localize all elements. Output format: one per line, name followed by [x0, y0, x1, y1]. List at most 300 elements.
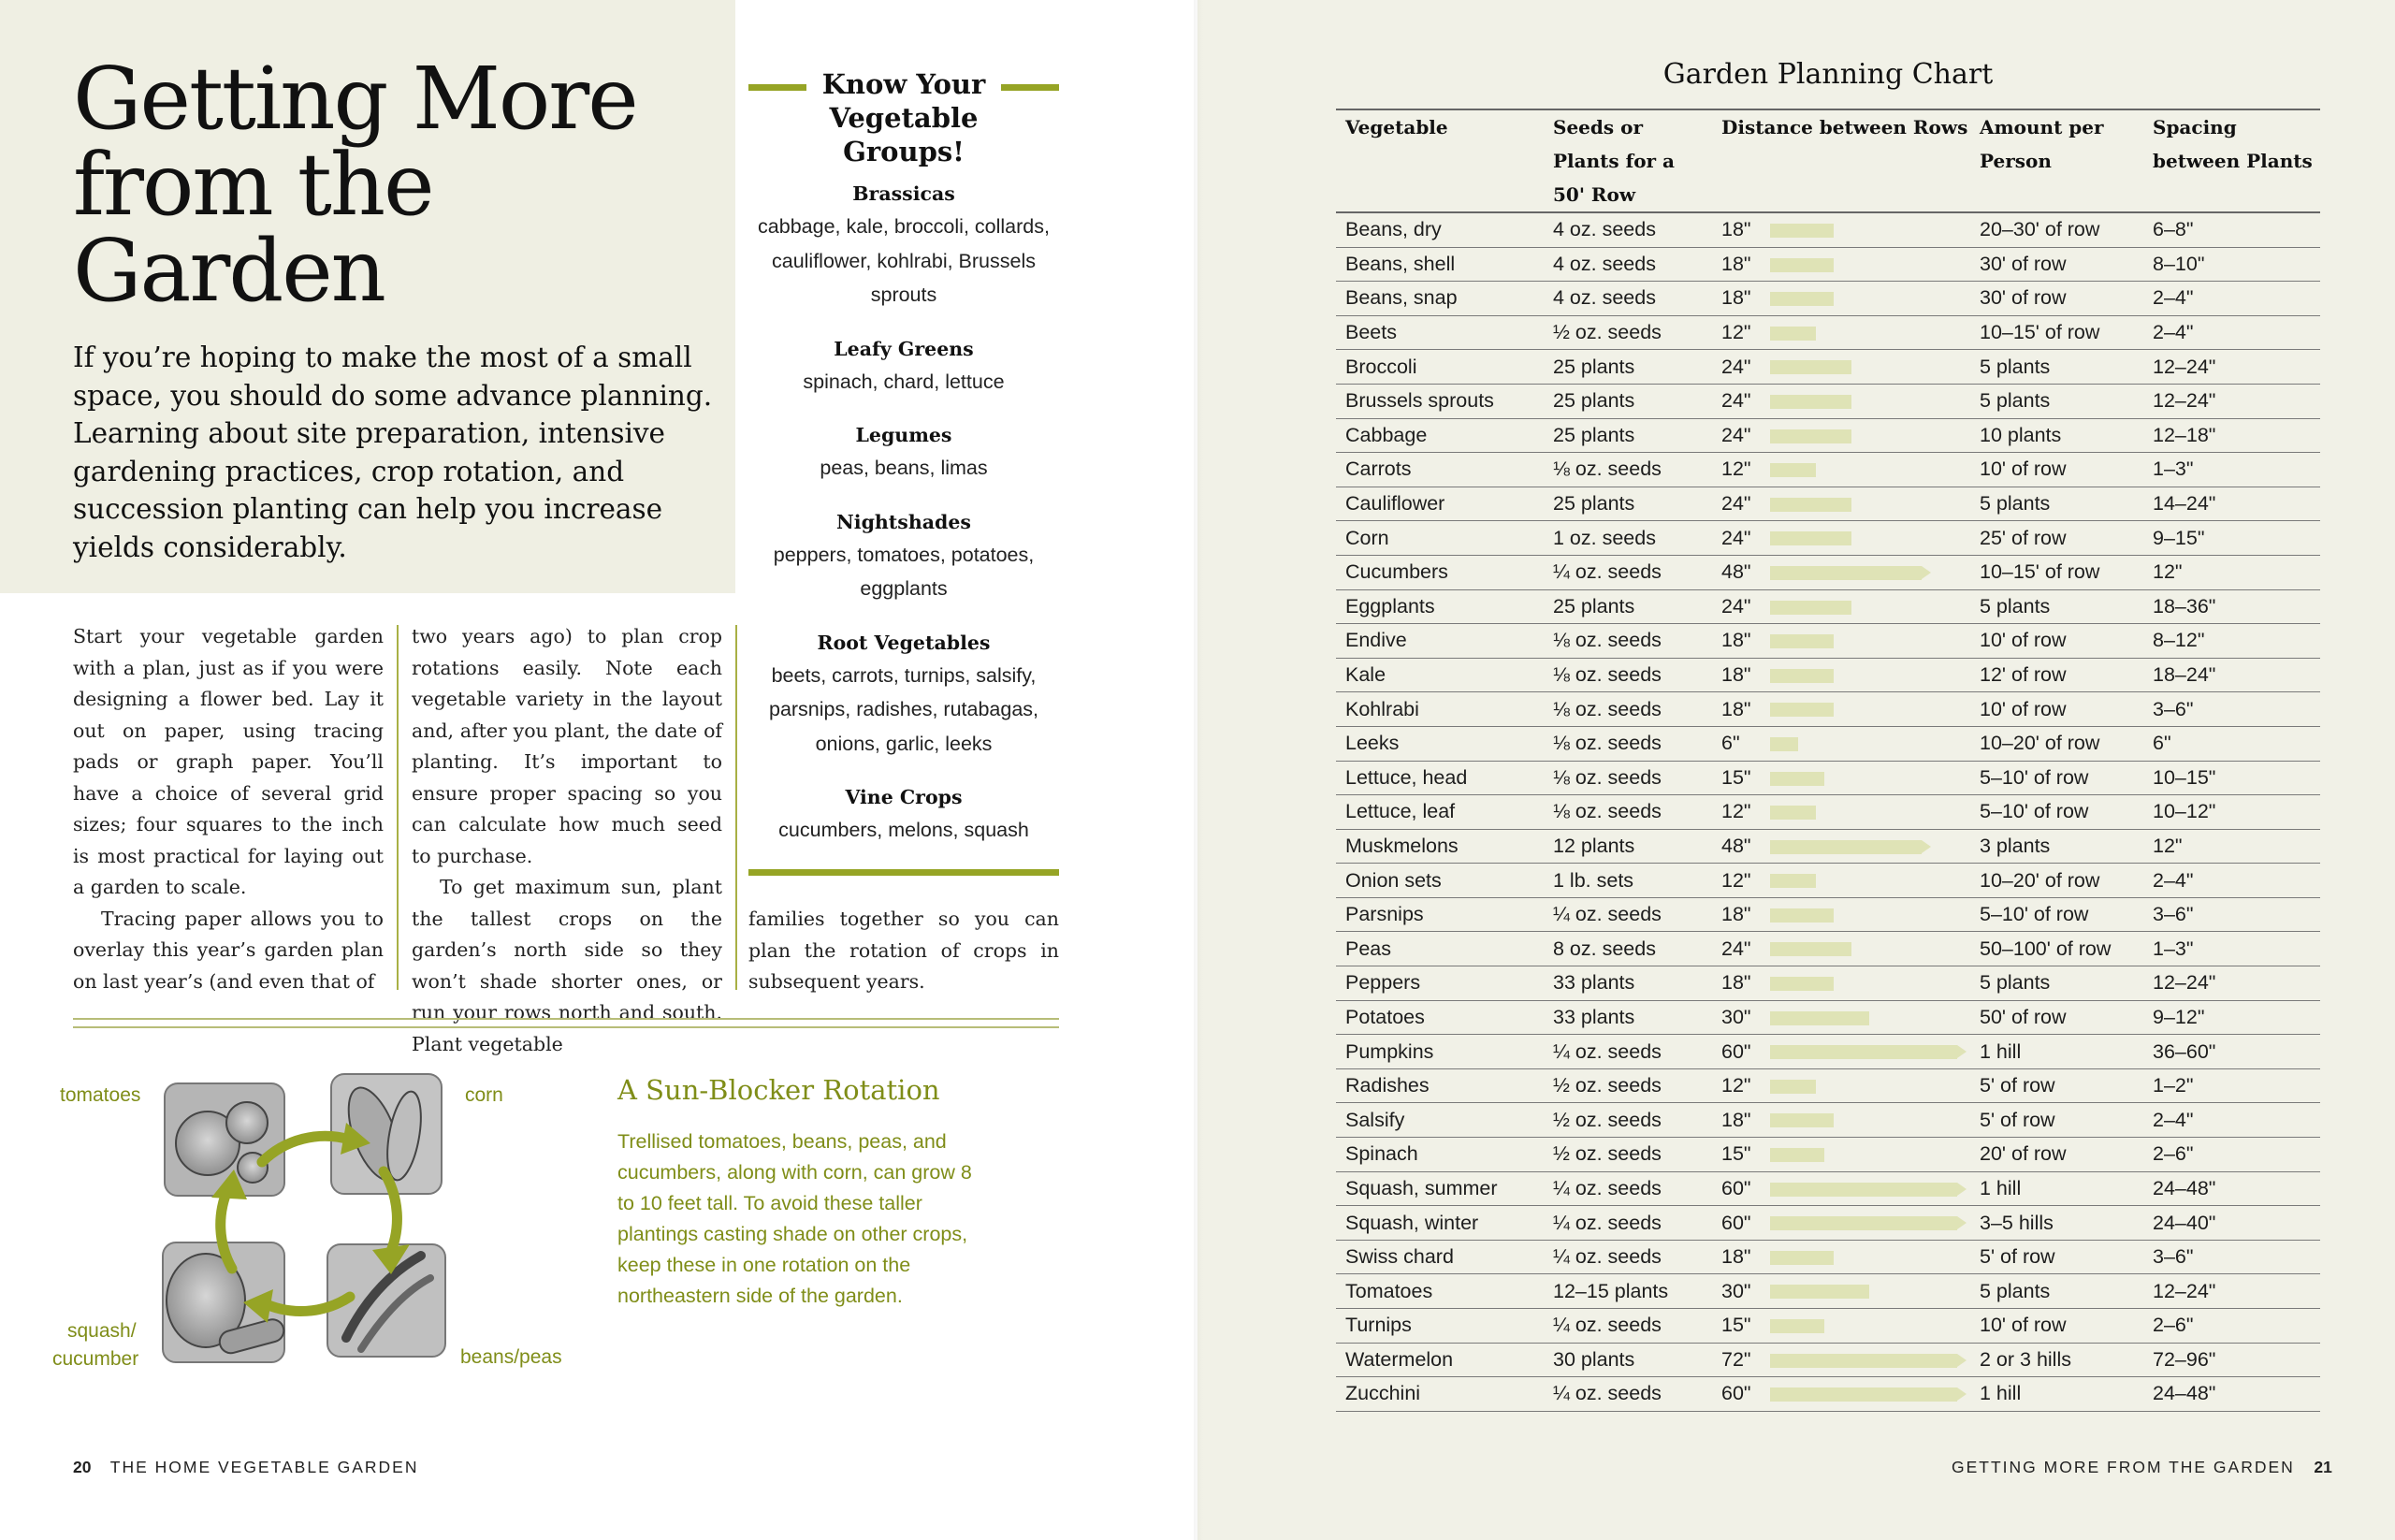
amount-cell: 3–5 hills [1970, 1206, 2143, 1241]
table-row [1336, 1206, 2320, 1241]
book-gutter [1194, 0, 1203, 1540]
distance-value: 18" [1721, 903, 1751, 926]
spacing-cell: 12–24" [2143, 966, 2320, 1001]
distance-cell [1712, 555, 1970, 589]
distance-cell [1712, 658, 1970, 692]
vegetable-cell: Eggplants [1336, 589, 1544, 624]
table-row [1336, 589, 2320, 624]
amount-cell: 20–30' of row [1970, 212, 2143, 247]
label-squash: squash/ [67, 1320, 137, 1342]
vegetable-cell: Swiss chard [1336, 1240, 1544, 1274]
group-name: Nightshades [836, 510, 971, 533]
distance-cell [1712, 897, 1970, 932]
spacing-cell: 8–12" [2143, 624, 2320, 659]
vegetable-cell: Watermelon [1336, 1343, 1544, 1377]
label-corn: corn [465, 1084, 503, 1106]
distance-cell [1712, 350, 1970, 385]
vegetable-cell: Lettuce, head [1336, 761, 1544, 795]
sidebar-rule-bottom [748, 869, 1059, 876]
distance-cell [1712, 453, 1970, 487]
vegetable-cell: Beets [1336, 315, 1544, 350]
seeds-cell: ½ oz. seeds [1544, 1103, 1712, 1138]
distance-value: 24" [1721, 355, 1751, 378]
amount-cell: 10–15' of row [1970, 315, 2143, 350]
table-row [1336, 521, 2320, 556]
amount-cell: 3 plants [1970, 829, 2143, 864]
table-row [1336, 864, 2320, 898]
seeds-cell: 30 plants [1544, 1343, 1712, 1377]
vegetable-cell: Peppers [1336, 966, 1544, 1001]
rotation-heading: A Sun-Blocker Rotation [617, 1074, 940, 1106]
distance-cell [1712, 726, 1970, 761]
page-number: 21 [2314, 1458, 2332, 1476]
label-cucumber: cucumber [52, 1348, 139, 1370]
table-row [1336, 795, 2320, 830]
table-row [1336, 418, 2320, 453]
distance-cell [1712, 1035, 1970, 1069]
distance-bar [1770, 531, 1851, 545]
distance-cell [1712, 761, 1970, 795]
spacing-cell: 2–4" [2143, 1103, 2320, 1138]
seeds-cell: ⅛ oz. seeds [1544, 692, 1712, 727]
group-items: spinach, chard, lettuce [803, 370, 1005, 393]
distance-value: 24" [1721, 492, 1751, 516]
table-row [1336, 624, 2320, 659]
spacing-cell: 1–3" [2143, 453, 2320, 487]
vegetable-cell: Kohlrabi [1336, 692, 1544, 727]
distance-value: 18" [1721, 286, 1751, 310]
sidebar-rule-right [1001, 84, 1059, 91]
column-header: Distance between Rows [1712, 109, 1970, 212]
group-items: beets, carrots, turnips, salsify, parsnips, radishes, rutabagas, onions, garlic, leeks [768, 663, 1039, 755]
seeds-cell: ¼ oz. seeds [1544, 1035, 1712, 1069]
amount-cell: 10–20' of row [1970, 726, 2143, 761]
group-items: cabbage, kale, broccoli, collards, cauliflower, kohlrabi, Brussels sprouts [758, 215, 1050, 306]
body-column-2 [412, 621, 722, 1060]
table-row [1336, 761, 2320, 795]
spacing-cell: 2–4" [2143, 315, 2320, 350]
spacing-cell: 36–60" [2143, 1035, 2320, 1069]
table-row [1336, 1138, 2320, 1172]
distance-cell [1712, 418, 1970, 453]
distance-bar [1770, 224, 1834, 238]
spacing-cell: 2–4" [2143, 864, 2320, 898]
distance-cell [1712, 212, 1970, 247]
column-header: Vegetable [1336, 109, 1544, 212]
label-tomatoes: tomatoes [60, 1084, 141, 1106]
page-title: Getting More from the Garden [73, 49, 637, 321]
seeds-cell: 4 oz. seeds [1544, 247, 1712, 282]
spacing-cell: 12–24" [2143, 1274, 2320, 1309]
distance-cell [1712, 282, 1970, 316]
spacing-cell: 10–12" [2143, 795, 2320, 830]
seeds-cell: ⅛ oz. seeds [1544, 453, 1712, 487]
running-head: GETTING MORE FROM THE GARDEN [1952, 1458, 2295, 1476]
vegetable-group [748, 781, 1059, 848]
seeds-cell: 33 plants [1544, 966, 1712, 1001]
distance-cell [1712, 1309, 1970, 1344]
table-row [1336, 726, 2320, 761]
group-name: Vine Crops [845, 786, 963, 808]
vegetable-cell: Squash, summer [1336, 1171, 1544, 1206]
distance-cell [1712, 624, 1970, 659]
table-row [1336, 1309, 2320, 1344]
vegetable-cell: Tomatoes [1336, 1274, 1544, 1309]
amount-cell: 5–10' of row [1970, 761, 2143, 795]
distance-bar [1770, 669, 1834, 683]
seeds-cell: 4 oz. seeds [1544, 212, 1712, 247]
distance-cell [1712, 1377, 1970, 1412]
distance-bar [1770, 737, 1798, 751]
distance-cell [1712, 1000, 1970, 1035]
group-name: Legumes [855, 424, 952, 446]
sidebar-title: Know Your Vegetable Groups! [821, 68, 986, 167]
spacing-cell: 12–24" [2143, 350, 2320, 385]
seeds-cell: ⅛ oz. seeds [1544, 624, 1712, 659]
distance-value: 15" [1721, 765, 1751, 789]
distance-bar [1770, 1148, 1824, 1162]
distance-bar [1770, 977, 1834, 991]
group-name: Leafy Greens [834, 337, 974, 360]
tomatoes-tile [165, 1083, 284, 1196]
distance-bar [1770, 874, 1816, 888]
distance-cell [1712, 1171, 1970, 1206]
distance-value: 12" [1721, 800, 1751, 823]
table-row [1336, 897, 2320, 932]
distance-cell [1712, 247, 1970, 282]
amount-cell: 1 hill [1970, 1377, 2143, 1412]
amount-cell: 5–10' of row [1970, 795, 2143, 830]
seeds-cell: 4 oz. seeds [1544, 282, 1712, 316]
distance-bar [1770, 772, 1824, 786]
distance-bar [1770, 1251, 1834, 1265]
distance-bar [1770, 806, 1816, 820]
amount-cell: 5 plants [1970, 966, 2143, 1001]
group-name: Brassicas [852, 182, 955, 205]
seeds-cell: 1 oz. seeds [1544, 521, 1712, 556]
spacing-cell: 18–24" [2143, 658, 2320, 692]
distance-value: 6" [1721, 732, 1740, 755]
amount-cell: 10' of row [1970, 1309, 2143, 1344]
column-header: Seeds or Plants for a 50' Row [1544, 109, 1712, 212]
spacing-cell: 18–36" [2143, 589, 2320, 624]
distance-cell [1712, 589, 1970, 624]
spacing-cell: 14–24" [2143, 487, 2320, 521]
table-row [1336, 692, 2320, 727]
distance-cell [1712, 384, 1970, 418]
spacing-cell: 9–15" [2143, 521, 2320, 556]
vegetable-cell: Brussels sprouts [1336, 384, 1544, 418]
vegetable-cell: Zucchini [1336, 1377, 1544, 1412]
amount-cell: 2 or 3 hills [1970, 1343, 2143, 1377]
seeds-cell: ¼ oz. seeds [1544, 1206, 1712, 1241]
vegetable-groups-sidebar [748, 67, 1059, 868]
amount-cell: 20' of row [1970, 1138, 2143, 1172]
spacing-cell: 24–48" [2143, 1377, 2320, 1412]
distance-bar [1770, 942, 1851, 956]
distance-bar [1770, 566, 1922, 580]
seeds-cell: ¼ oz. seeds [1544, 555, 1712, 589]
vegetable-cell: Peas [1336, 932, 1544, 966]
distance-bar [1770, 1080, 1816, 1094]
seeds-cell: 12–15 plants [1544, 1274, 1712, 1309]
amount-cell: 5 plants [1970, 1274, 2143, 1309]
distance-value: 48" [1721, 560, 1751, 584]
table-row [1336, 555, 2320, 589]
distance-bar [1770, 463, 1816, 477]
seeds-cell: ½ oz. seeds [1544, 1068, 1712, 1103]
seeds-cell: ½ oz. seeds [1544, 1138, 1712, 1172]
body-paragraph: Tracing paper allows you to overlay this year’s garden plan on last year’s (and even that of [73, 907, 384, 993]
distance-cell [1712, 1068, 1970, 1103]
seeds-cell: ¼ oz. seeds [1544, 1377, 1712, 1412]
table-row [1336, 1240, 2320, 1274]
sidebar-header [748, 67, 1059, 178]
amount-cell: 5–10' of row [1970, 897, 2143, 932]
distance-bar [1770, 327, 1816, 341]
table-row [1336, 932, 2320, 966]
seeds-cell: ⅛ oz. seeds [1544, 795, 1712, 830]
spacing-cell: 2–4" [2143, 282, 2320, 316]
spacing-cell: 1–3" [2143, 932, 2320, 966]
distance-value: 24" [1721, 594, 1751, 617]
distance-cell [1712, 795, 1970, 830]
vegetable-cell: Squash, winter [1336, 1206, 1544, 1241]
seeds-cell: ¼ oz. seeds [1544, 1171, 1712, 1206]
vegetable-cell: Spinach [1336, 1138, 1544, 1172]
table-row [1336, 1035, 2320, 1069]
column-header: Spacing between Plants [2143, 109, 2320, 212]
vegetable-group [748, 506, 1059, 606]
table-row [1336, 1377, 2320, 1412]
table-row [1336, 1000, 2320, 1035]
distance-bar [1770, 292, 1834, 306]
amount-cell: 10–15' of row [1970, 555, 2143, 589]
distance-cell [1712, 315, 1970, 350]
spacing-cell: 1–2" [2143, 1068, 2320, 1103]
distance-value: 48" [1721, 834, 1751, 857]
distance-value: 18" [1721, 971, 1751, 995]
crop-rotation-illustration [150, 1057, 468, 1375]
distance-value: 12" [1721, 458, 1751, 481]
distance-value: 18" [1721, 1108, 1751, 1131]
seeds-cell: ⅛ oz. seeds [1544, 726, 1712, 761]
amount-cell: 50' of row [1970, 1000, 2143, 1035]
table-row [1336, 1274, 2320, 1309]
amount-cell: 5 plants [1970, 384, 2143, 418]
distance-cell [1712, 829, 1970, 864]
body-paragraph: To get maximum sun, plant the tallest crops on the garden’s north side so they won’t shade shorter ones, or run your rows north and south. Plant vegetable [412, 876, 722, 1055]
vegetable-cell: Pumpkins [1336, 1035, 1544, 1069]
spacing-cell: 8–10" [2143, 247, 2320, 282]
section-divider [73, 1018, 1059, 1028]
distance-bar [1770, 429, 1851, 443]
body-column-1 [73, 621, 384, 997]
amount-cell: 12' of row [1970, 658, 2143, 692]
vegetable-cell: Beans, dry [1336, 212, 1544, 247]
distance-cell [1712, 1240, 1970, 1274]
vegetable-cell: Radishes [1336, 1068, 1544, 1103]
group-items: cucumbers, melons, squash [778, 819, 1029, 841]
amount-cell: 1 hill [1970, 1171, 2143, 1206]
chart-title: Garden Planning Chart [1662, 58, 1994, 91]
distance-value: 30" [1721, 1279, 1751, 1302]
distance-cell [1712, 521, 1970, 556]
distance-bar [1770, 1183, 1957, 1197]
distance-value: 15" [1721, 1314, 1751, 1337]
spacing-cell: 24–40" [2143, 1206, 2320, 1241]
distance-value: 60" [1721, 1039, 1751, 1063]
vegetable-group [748, 419, 1059, 486]
distance-value: 18" [1721, 697, 1751, 720]
amount-cell: 10' of row [1970, 692, 2143, 727]
distance-cell [1712, 1274, 1970, 1309]
spacing-cell: 3–6" [2143, 692, 2320, 727]
vegetable-cell: Lettuce, leaf [1336, 795, 1544, 830]
table-row [1336, 384, 2320, 418]
distance-value: 18" [1721, 252, 1751, 275]
distance-value: 72" [1721, 1347, 1751, 1371]
label-beans-peas: beans/peas [460, 1346, 562, 1368]
table-body [1336, 212, 2320, 1411]
distance-bar [1770, 498, 1851, 512]
vegetable-cell: Beans, snap [1336, 282, 1544, 316]
table-row [1336, 1343, 2320, 1377]
table-row [1336, 829, 2320, 864]
spacing-cell: 3–6" [2143, 897, 2320, 932]
spacing-cell: 12" [2143, 829, 2320, 864]
garden-planning-table [1336, 109, 2320, 1412]
distance-cell [1712, 966, 1970, 1001]
seeds-cell: ¼ oz. seeds [1544, 1309, 1712, 1344]
distance-bar [1770, 1285, 1869, 1299]
amount-cell: 5' of row [1970, 1240, 2143, 1274]
table-row [1336, 966, 2320, 1001]
amount-cell: 5 plants [1970, 487, 2143, 521]
groups-list [748, 178, 1059, 848]
distance-cell [1712, 1138, 1970, 1172]
amount-cell: 25' of row [1970, 521, 2143, 556]
group-items: peppers, tomatoes, potatoes, eggplants [773, 543, 1035, 600]
table-row [1336, 1171, 2320, 1206]
distance-value: 12" [1721, 868, 1751, 892]
distance-cell [1712, 1343, 1970, 1377]
vegetable-cell: Beans, shell [1336, 247, 1544, 282]
table-row [1336, 658, 2320, 692]
distance-value: 24" [1721, 389, 1751, 413]
table-row [1336, 350, 2320, 385]
distance-bar [1770, 1113, 1834, 1127]
table-row [1336, 453, 2320, 487]
distance-value: 60" [1721, 1176, 1751, 1199]
distance-bar [1770, 634, 1834, 648]
vegetable-cell: Leeks [1336, 726, 1544, 761]
intro-paragraph: If you’re hoping to make the most of a small space, you should do some advance planning. Learning about site preparation, intensive gardening practices, crop rotation, and succession planting can help you increase yields considerably. [73, 341, 713, 563]
vegetable-cell: Onion sets [1336, 864, 1544, 898]
spacing-cell: 10–15" [2143, 761, 2320, 795]
seeds-cell: ½ oz. seeds [1544, 315, 1712, 350]
rotation-text: Trellised tomatoes, beans, peas, and cucumbers, along with corn, can grow 8 to 10 feet tall. To avoid these taller plantings casting shade on other crops, keep these in one rotation on the northeastern side of the garden. [617, 1130, 972, 1307]
vegetable-cell: Parsnips [1336, 897, 1544, 932]
vegetable-group [748, 178, 1059, 312]
amount-cell: 30' of row [1970, 282, 2143, 316]
seeds-cell: 33 plants [1544, 1000, 1712, 1035]
sidebar-rule-left [748, 84, 806, 91]
column-header: Amount per Person [1970, 109, 2143, 212]
distance-cell [1712, 692, 1970, 727]
seeds-cell: 25 plants [1544, 589, 1712, 624]
seeds-cell: 25 plants [1544, 384, 1712, 418]
table-header-row [1336, 109, 2320, 212]
distance-bar [1770, 1387, 1957, 1402]
body-paragraph: Start your vegetable garden with a plan, just as if you were designing a flower bed. Lay it out on paper, using tracing pads or graph paper. You’ll have a choice of several grid sizes; four squares to the inch is most practical for laying out a garden to scale. [73, 625, 384, 898]
seeds-cell: ¼ oz. seeds [1544, 1240, 1712, 1274]
seeds-cell: 8 oz. seeds [1544, 932, 1712, 966]
distance-bar [1770, 1354, 1957, 1368]
distance-value: 12" [1721, 321, 1751, 344]
distance-value: 18" [1721, 218, 1751, 241]
right-footer [1952, 1458, 2332, 1477]
distance-value: 18" [1721, 663, 1751, 687]
amount-cell: 10' of row [1970, 624, 2143, 659]
vegetable-group [748, 627, 1059, 762]
column-rule [735, 625, 737, 990]
distance-bar [1770, 1216, 1957, 1230]
seeds-cell: 25 plants [1544, 487, 1712, 521]
amount-cell: 5' of row [1970, 1103, 2143, 1138]
running-head: THE HOME VEGETABLE GARDEN [109, 1458, 419, 1476]
spacing-cell: 2–6" [2143, 1309, 2320, 1344]
spacing-cell: 6–8" [2143, 212, 2320, 247]
distance-bar [1770, 360, 1851, 374]
distance-value: 18" [1721, 1245, 1751, 1269]
group-name: Root Vegetables [817, 631, 991, 654]
distance-value: 15" [1721, 1142, 1751, 1166]
amount-cell: 30' of row [1970, 247, 2143, 282]
vegetable-cell: Carrots [1336, 453, 1544, 487]
distance-cell [1712, 487, 1970, 521]
left-footer [73, 1458, 418, 1477]
distance-value: 24" [1721, 423, 1751, 446]
amount-cell: 5 plants [1970, 589, 2143, 624]
amount-cell: 10' of row [1970, 453, 2143, 487]
distance-bar [1770, 703, 1834, 717]
seeds-cell: ⅛ oz. seeds [1544, 658, 1712, 692]
spacing-cell: 24–48" [2143, 1171, 2320, 1206]
distance-bar [1770, 1045, 1957, 1059]
table-row [1336, 315, 2320, 350]
vegetable-cell: Muskmelons [1336, 829, 1544, 864]
vegetable-cell: Broccoli [1336, 350, 1544, 385]
spacing-cell: 3–6" [2143, 1240, 2320, 1274]
distance-bar [1770, 840, 1922, 854]
seeds-cell: ⅛ oz. seeds [1544, 761, 1712, 795]
distance-value: 60" [1721, 1211, 1751, 1234]
vegetable-cell: Salsify [1336, 1103, 1544, 1138]
seeds-cell: 12 plants [1544, 829, 1712, 864]
table-row [1336, 1068, 2320, 1103]
distance-value: 24" [1721, 526, 1751, 549]
distance-bar [1770, 1319, 1824, 1333]
spacing-cell: 72–96" [2143, 1343, 2320, 1377]
amount-cell: 10–20' of row [1970, 864, 2143, 898]
distance-bar [1770, 908, 1834, 923]
distance-value: 60" [1721, 1382, 1751, 1405]
distance-bar [1770, 601, 1851, 615]
vegetable-cell: Potatoes [1336, 1000, 1544, 1035]
spacing-cell: 6" [2143, 726, 2320, 761]
spacing-cell: 12–24" [2143, 384, 2320, 418]
